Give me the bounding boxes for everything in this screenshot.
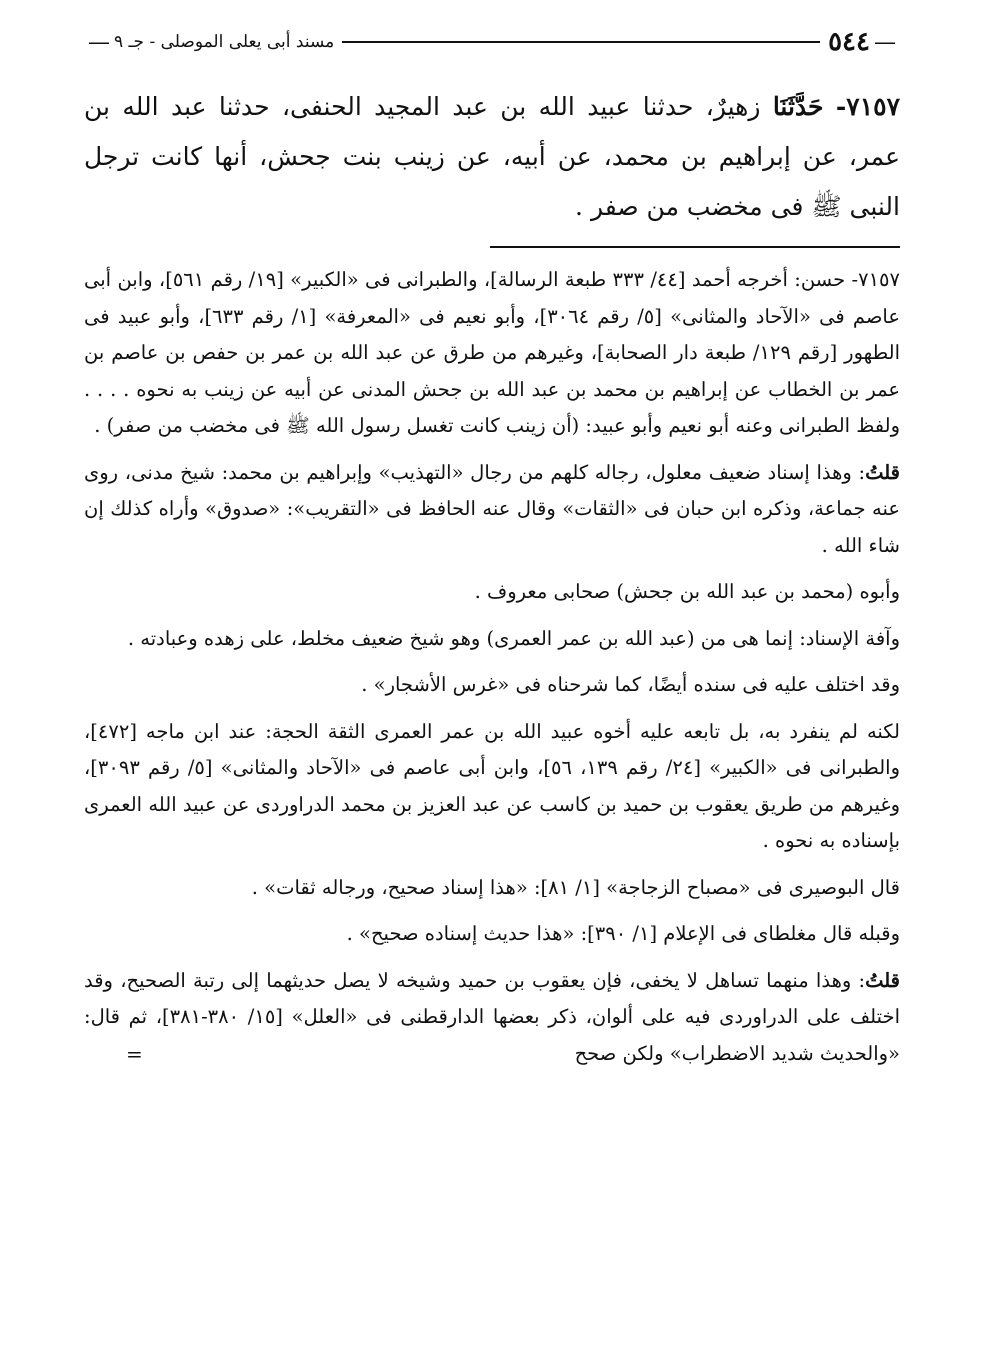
note-isnad-defect: وآفة الإسناد: إنما هى من (عبد الله بن عمر العمرى) وهو شيخ ضعيف مخلط، على زهده وعبادته . [127,626,900,650]
hadith-opening: حَدَّثَنَا [772,92,824,121]
note-number: ٧١٥٧- [851,268,900,291]
note-qultu-2-text: : وهذا منهما تساهل لا يخفى، فإن يعقوب بن حميد وشيخه لا يصل حديثهما إلى رتبة الصحيح، وقد اختلف على الدراوردى فيه على ألوان، ذكر بعضها الدارقطنى فى «العلل» [١٥/ ٣٨٠-٣٨١]، ثم قال: «والحديث شديد الاضطراب» ولكن صحح [84,968,900,1065]
note-disagreement: وقد اختلف عليه فى سنده أيضًا، كما شرحناه فى «غرس الأشجار» . [361,673,900,696]
note-takhrij [84,262,900,445]
note-qultu-1 [84,455,900,565]
continuation-mark: = [126,1041,143,1066]
note-mutaba: لكنه لم ينفرد به، بل تابعه عليه أخوه عبيد الله بن عمر العمرى الثقة الحجة: عند ابن ماجه [٤٧٢]، والطبرانى فى «الكبير» [٢٤/ رقم ١٣٩، ٥٦]، وابن أبى عاصم فى «الآحاد والمثانى» [٥/ رقم ٣٠٩٣]، وغيرهم من طريق يعقوب بن حميد بن كاسب عن عبد العزيز بن محمد الدراوردى عن عبيد الله العمرى بإسناده به نحوه . [84,719,901,852]
qultu-label: قلتُ [865,460,900,484]
note-qultu-2 [84,963,900,1073]
note-takhrij-text: حسن: أخرجه أحمد [٤٤/ ٣٣٣ طبعة الرسالة]، والطبرانى فى «الكبير» [١٩/ رقم ٥٦١]، وابن أبى عاصم فى «الآحاد والمثانى» [٥/ رقم ٣٠٦٤]، وأبو نعيم فى «المعرفة» [١/ رقم ٦٣٣]، وأبو عبيد فى الطهور [رقم ١٢٩/ طبعة دار الصحابة]، وغيرهم من طرق عن عبد الله بن عمر بن حفص بن عاصم بن عمر بن الخطاب عن إبراهيم بن محمد بن عبد الله بن جحش المدنى عن أبيه عن زينب به نحوه . . . . ولفظ الطبرانى وعنه أبو نعيم وأبو عبيد: (أن زينب كانت تغسل رسول الله ﷺ فى مخضب من صفر) . [84,268,900,437]
header-dash-right: — [874,29,896,55]
qultu-label-2: قلتُ [865,968,900,992]
hadith-text [84,82,900,232]
note-qultu-1-text: : وهذا إسناد ضعيف معلول، رجاله كلهم من رجال «التهذيب» وإبراهيم بن محمد: شيخ مدنى، روى عنه جماعة، وذكره ابن حبان فى «الثقات» وقال عنه الحافظ فى «التقريب»: «صدوق» وأراه كذلك إن شاء الله . [84,460,900,557]
header-title: مسند أبى يعلى الموصلى - جـ ٩ [114,32,335,52]
footnotes [84,262,900,1082]
footnote-separator [490,246,900,248]
page-number: ٥٤٤ [828,27,870,57]
hadith-number: ٧١٥٧- [835,92,900,121]
running-header [84,22,900,62]
note-father: وأبوه (محمد بن عبد الله بن جحش) صحابى معروف . [474,580,900,603]
header-rule [342,41,820,43]
note-mughltay: وقبله قال مغلطاى فى الإعلام [١/ ٣٩٠]: «هذا حديث إسناده صحيح» . [346,922,900,945]
note-busiri: قال البوصيرى فى «مصباح الزجاجة» [١/ ٨١]: «هذا إسناد صحيح، ورجاله ثقات» . [251,875,900,899]
hadith-body: زهيرٌ، حدثنا عبيد الله بن عبد المجيد الحنفى، حدثنا عبد الله بن عمر، عن إبراهيم بن محمد، عن أبيه، عن زينب بنت جحش، أنها كانت ترجل النبى ﷺ فى مخضب من صفر . [84,92,900,221]
header-dash-left: — [88,29,110,55]
